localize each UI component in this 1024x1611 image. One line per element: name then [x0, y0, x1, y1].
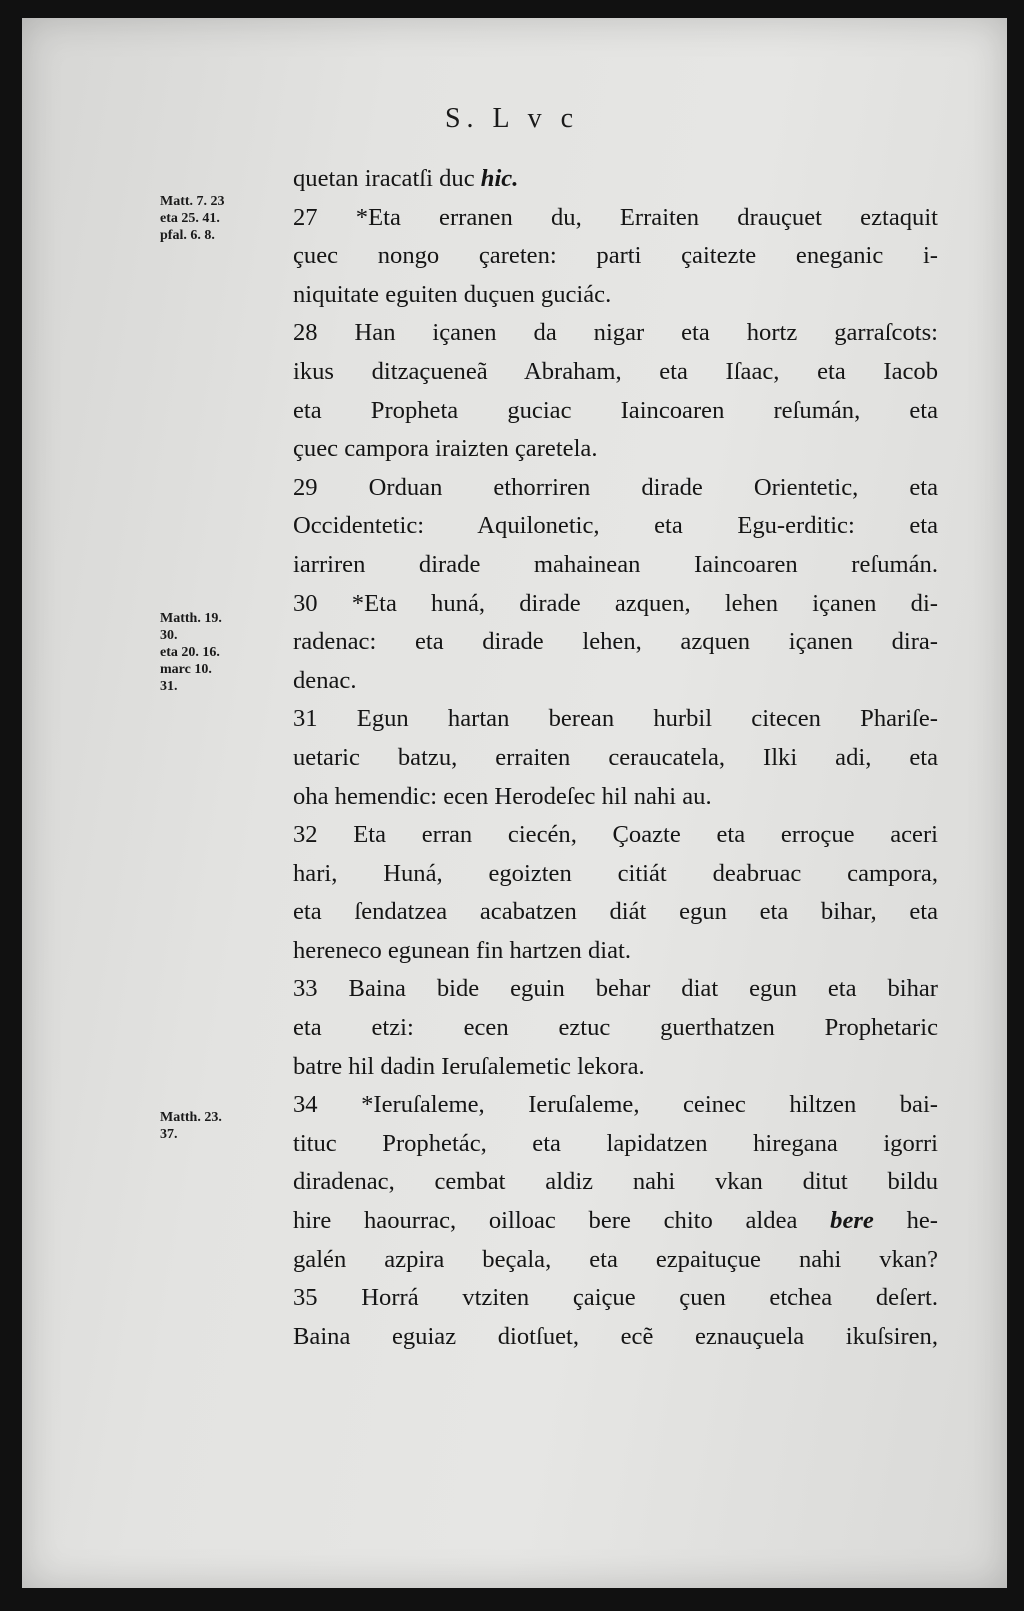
verse-30 — [293, 585, 938, 701]
main-text-column — [293, 160, 938, 1356]
verse-31 — [293, 700, 938, 816]
text-line: Baina eguiaz diotſuet, ecẽ eznauçuela ikuſsiren, — [293, 1322, 938, 1350]
text-line: oha hemendic: ecen Herodeſec hil nahi au. — [293, 782, 712, 810]
margin-ref: 37. — [160, 1127, 178, 1142]
margin-ref: eta 25. 41. — [160, 211, 220, 226]
text-line: hereneco egunean fin hartzen diat. — [293, 936, 631, 964]
text-line: 35 Horrá vtziten çaiçue çuen etchea deſert. — [293, 1284, 938, 1312]
text-line: batre hil dadin Ieruſalemetic lekora. — [293, 1052, 645, 1080]
margin-ref: 30. — [160, 628, 178, 643]
text-line: radenac: eta dirade lehen, azquen içanen dira- — [293, 628, 938, 656]
text-line: iarriren dirade mahainean Iaincoaren reſumán. — [293, 550, 938, 578]
text-line: ikus ditzaçueneã Abraham, eta Iſaac, eta Iacob — [293, 357, 938, 385]
verse-35 — [293, 1279, 938, 1356]
text-line: 32 Eta erran ciecén, Çoazte eta erroçue aceri — [293, 821, 938, 849]
text-line: galén azpira beçala, eta ezpaituçue nahi vkan? — [293, 1245, 938, 1273]
verse-32 — [293, 816, 938, 970]
verse-33 — [293, 970, 938, 1086]
margin-ref: pfal. 6. 8. — [160, 228, 215, 243]
text-line: 30 *Eta huná, dirade azquen, lehen içanen di- — [293, 589, 938, 617]
italic-word: hic. — [480, 165, 519, 192]
margin-note-verse-30 — [160, 610, 278, 695]
text-line: eta etzi: ecen eztuc guerthatzen Prophetaric — [293, 1014, 938, 1042]
text-line: Occidentetic: Aquilonetic, eta Egu-erditic: eta — [293, 512, 938, 540]
margin-ref: Matt. 7. 23 — [160, 194, 225, 209]
text-line: hari, Huná, egoizten citiát deabruac campora, — [293, 859, 938, 887]
text-line: 28 Han içanen da nigar eta hortz garraſcots: — [293, 319, 938, 347]
text-line: 34 *Ieruſaleme, Ieruſaleme, ceinec hiltzen bai- — [293, 1091, 938, 1119]
text-line: diradenac, cembat aldiz nahi vkan ditut bildu — [293, 1168, 938, 1196]
text-line: denac. — [293, 666, 357, 694]
margin-ref: eta 20. 16. — [160, 645, 220, 660]
margin-ref: Matth. 23. — [160, 1110, 222, 1125]
text-line: çuec campora iraizten çaretela. — [293, 435, 598, 463]
text-line: niquitate eguiten duçuen guciác. — [293, 280, 612, 308]
verse-27 — [293, 199, 938, 315]
verse-34 — [293, 1086, 938, 1279]
text-line: 29 Orduan ethorriren dirade Orientetic, eta — [293, 473, 938, 501]
margin-ref: 31. — [160, 679, 178, 694]
text-line: 31 Egun hartan berean hurbil citecen Phariſe- — [293, 705, 938, 733]
text-line: uetaric batzu, erraiten ceraucatela, Ilki adi, eta — [293, 743, 938, 771]
text-line: eta ſendatzea acabatzen diát egun eta bihar, eta — [293, 898, 938, 926]
margin-ref: marc 10. — [160, 662, 212, 677]
verse-29 — [293, 469, 938, 585]
text-line: quetan iracatſi duc hic. — [293, 165, 519, 192]
margin-note-verse-27 — [160, 193, 278, 244]
text-line: eta Propheta guciac Iaincoaren reſumán, eta — [293, 396, 938, 424]
text-line: çuec nongo çareten: parti çaitezte eneganic i- — [293, 242, 938, 270]
text-line: 33 Baina bide eguin behar diat egun eta bihar — [293, 975, 938, 1003]
text-line: hire haourrac, oilloac bere chito aldea bere he- — [293, 1207, 938, 1235]
margin-ref: Matth. 19. — [160, 611, 222, 626]
margin-note-verse-34 — [160, 1109, 278, 1143]
text-line: tituc Prophetác, eta lapidatzen hiregana igorri — [293, 1129, 938, 1157]
text-line: 27 *Eta erranen du, Erraiten drauçuet eztaquit — [293, 203, 938, 231]
intro-line — [293, 160, 938, 199]
verse-28 — [293, 314, 938, 468]
italic-word: bere — [830, 1207, 874, 1235]
running-title: S. L v c — [444, 103, 580, 134]
